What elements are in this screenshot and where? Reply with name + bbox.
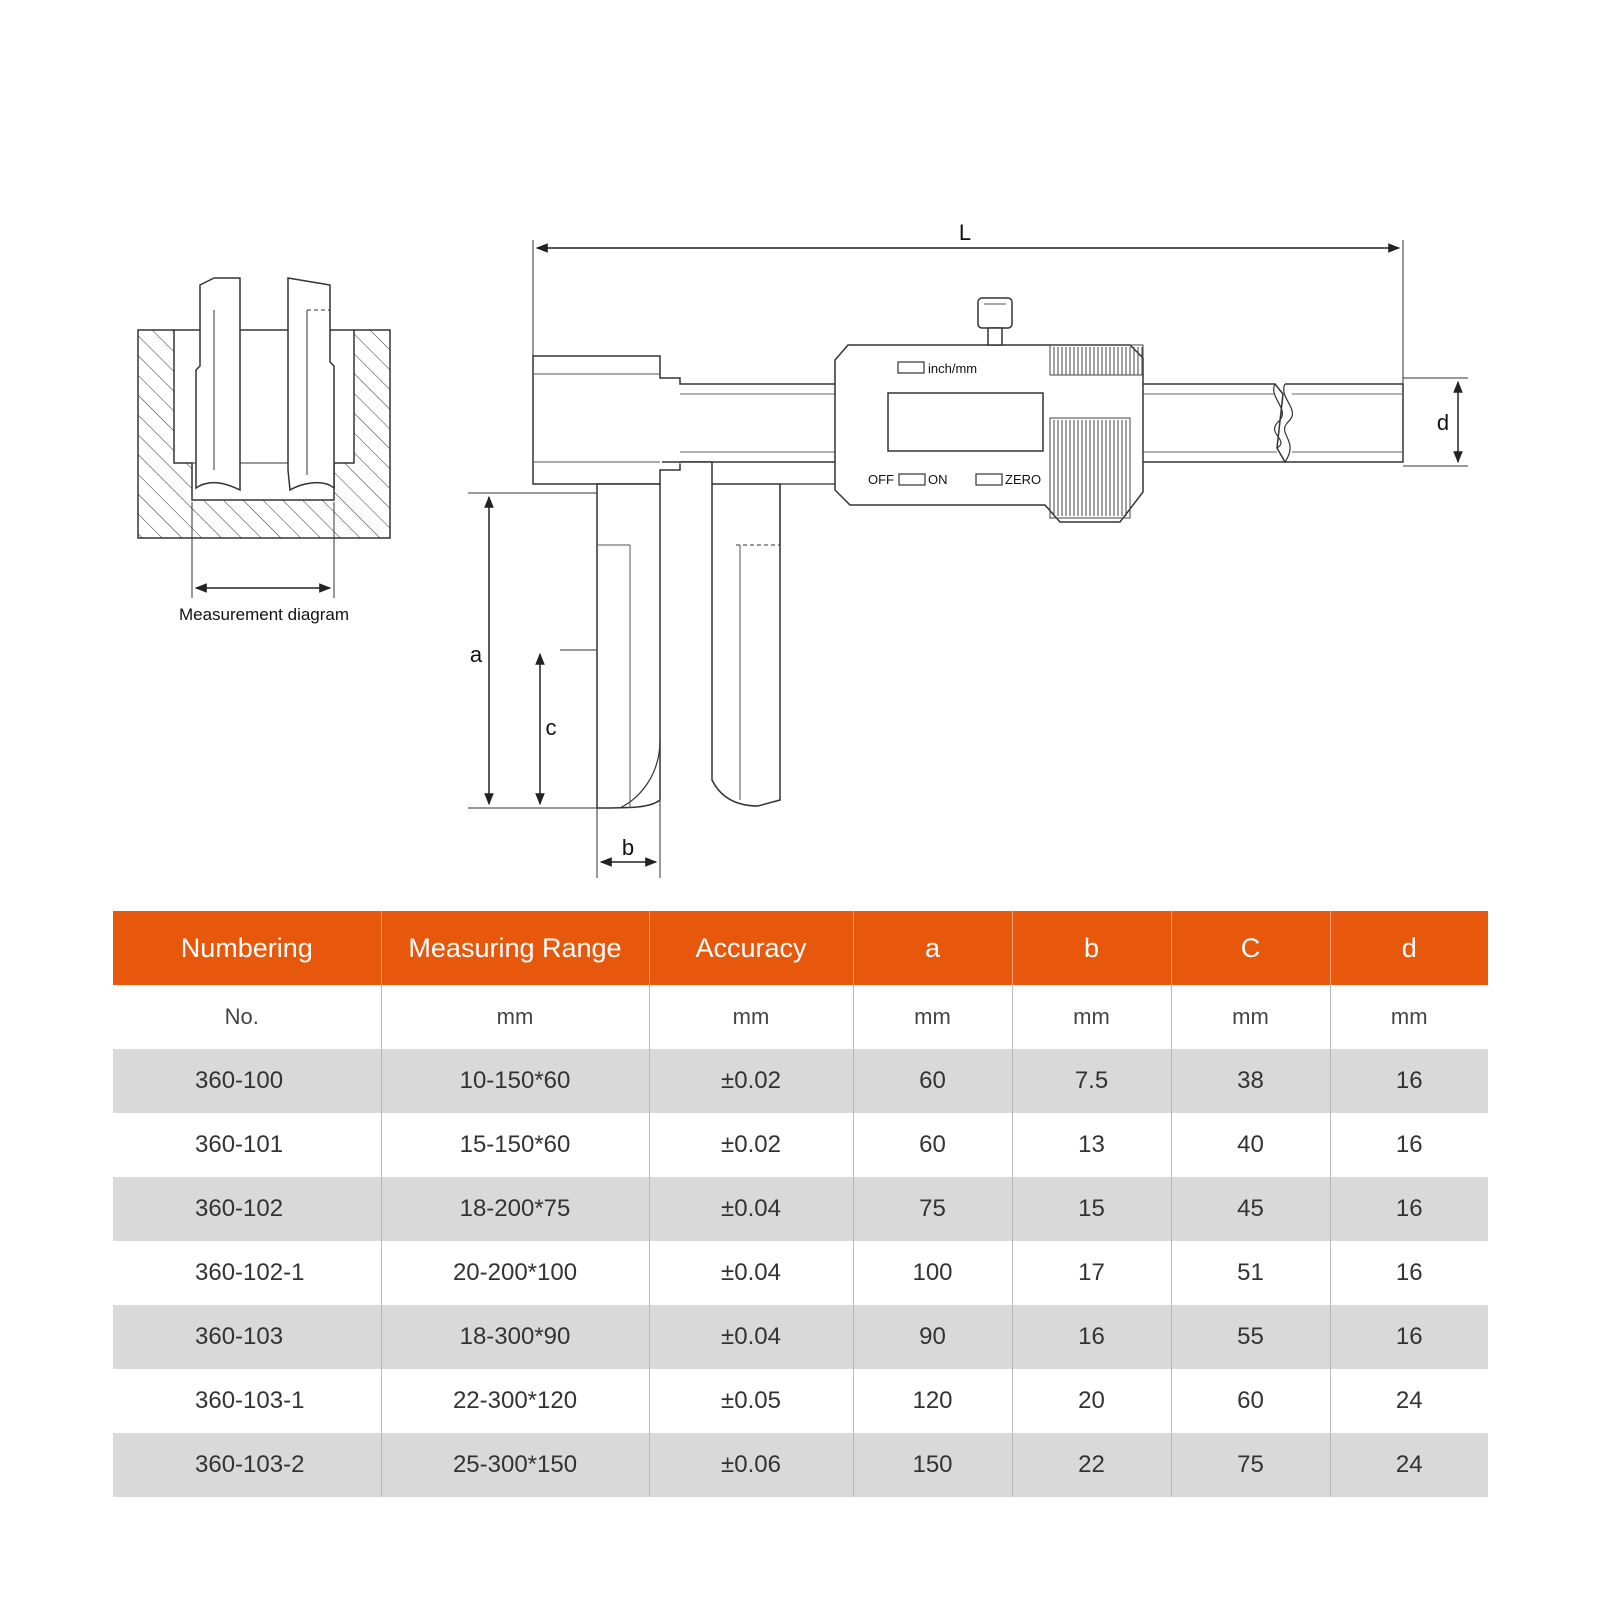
zero-label: ZERO (1005, 472, 1042, 487)
table-cell: 360-102-1 (113, 1241, 381, 1305)
table-cell: 75 (853, 1177, 1012, 1241)
table-cell: 16 (1330, 1305, 1488, 1369)
header-measuring-range: Measuring Range (381, 911, 649, 985)
table-cell: 15-150*60 (381, 1113, 649, 1177)
table-cell: 16 (1330, 1113, 1488, 1177)
table-cell: 360-102 (113, 1177, 381, 1241)
table-row (113, 1305, 1488, 1369)
unit-cell: No. (113, 985, 381, 1049)
table-cell: 22-300*120 (381, 1369, 649, 1433)
table-header-row (113, 911, 1488, 985)
dimension-d-label: d (1436, 410, 1450, 435)
table-cell: 360-101 (113, 1113, 381, 1177)
table-cell: 45 (1171, 1177, 1330, 1241)
table-cell: 20 (1012, 1369, 1171, 1433)
table-cell: ±0.06 (649, 1433, 853, 1497)
table-cell: 16 (1330, 1241, 1488, 1305)
table-cell: 18-200*75 (381, 1177, 649, 1241)
table-cell: 360-103-2 (113, 1433, 381, 1497)
table-cell: 18-300*90 (381, 1305, 649, 1369)
header-a: a (853, 911, 1012, 985)
table-cell: 51 (1171, 1241, 1330, 1305)
unit-row (113, 985, 1488, 1049)
fixed-jaw (597, 484, 660, 808)
table-cell: 24 (1330, 1433, 1488, 1497)
thumb-screw-icon (978, 298, 1012, 345)
dimension-L-label: L (958, 220, 972, 245)
header-numbering: Numbering (113, 911, 381, 985)
power-button[interactable] (899, 474, 925, 485)
table-cell: ±0.04 (649, 1305, 853, 1369)
table-cell: 17 (1012, 1241, 1171, 1305)
table-cell: 22 (1012, 1433, 1171, 1497)
table-cell: ±0.05 (649, 1369, 853, 1433)
unit-cell: mm (381, 985, 649, 1049)
off-label: OFF (868, 472, 894, 487)
unit-cell: mm (649, 985, 853, 1049)
table-row (113, 1113, 1488, 1177)
table-cell: 75 (1171, 1433, 1330, 1497)
header-accuracy: Accuracy (649, 911, 853, 985)
table-row (113, 1241, 1488, 1305)
table-cell: 20-200*100 (381, 1241, 649, 1305)
table-cell: ±0.04 (649, 1241, 853, 1305)
header-d: d (1330, 911, 1488, 985)
table-cell: 100 (853, 1241, 1012, 1305)
table-cell: 150 (853, 1433, 1012, 1497)
table-cell: 360-103 (113, 1305, 381, 1369)
header-c: C (1171, 911, 1330, 985)
table-cell: 360-103-1 (113, 1369, 381, 1433)
header-b: b (1012, 911, 1171, 985)
unit-button[interactable] (898, 362, 924, 373)
dimension-b-label: b (621, 835, 635, 860)
table-cell: 360-100 (113, 1049, 381, 1113)
lcd-display (888, 393, 1043, 451)
table-cell: ±0.02 (649, 1113, 853, 1177)
table-row (113, 1177, 1488, 1241)
unit-cell: mm (1171, 985, 1330, 1049)
table-row (113, 1433, 1488, 1497)
left-jaw (196, 278, 240, 490)
measurement-caption: Measurement diagram (178, 605, 350, 624)
spec-table (113, 911, 1488, 1497)
caliper-drawing (468, 220, 1468, 878)
table-cell: 60 (853, 1113, 1012, 1177)
table-cell: 24 (1330, 1369, 1488, 1433)
sliding-jaw (662, 462, 780, 806)
table-cell: 90 (853, 1305, 1012, 1369)
unit-cell: mm (1012, 985, 1171, 1049)
dimension-a-label: a (469, 642, 483, 667)
zero-button[interactable] (976, 474, 1002, 485)
on-label: ON (928, 472, 948, 487)
table-cell: 120 (853, 1369, 1012, 1433)
table-cell: ±0.04 (649, 1177, 853, 1241)
table-cell: 38 (1171, 1049, 1330, 1113)
unit-cell: mm (853, 985, 1012, 1049)
table-cell: 13 (1012, 1113, 1171, 1177)
table-cell: 60 (853, 1049, 1012, 1113)
table-cell: 15 (1012, 1177, 1171, 1241)
table-row (113, 1049, 1488, 1113)
table-cell: 16 (1330, 1049, 1488, 1113)
table-cell: 60 (1171, 1369, 1330, 1433)
dimension-c-label: c (545, 715, 557, 740)
table-cell: 40 (1171, 1113, 1330, 1177)
table-cell: 25-300*150 (381, 1433, 649, 1497)
table-row (113, 1369, 1488, 1433)
table-cell: 7.5 (1012, 1049, 1171, 1113)
measurement-diagram (138, 278, 390, 624)
unit-button-label: inch/mm (928, 361, 978, 376)
workpiece-section (138, 330, 390, 538)
unit-cell: mm (1330, 985, 1488, 1049)
table-cell: 16 (1012, 1305, 1171, 1369)
table-cell: ±0.02 (649, 1049, 853, 1113)
table-cell: 16 (1330, 1177, 1488, 1241)
table-cell: 10-150*60 (381, 1049, 649, 1113)
table-cell: 55 (1171, 1305, 1330, 1369)
